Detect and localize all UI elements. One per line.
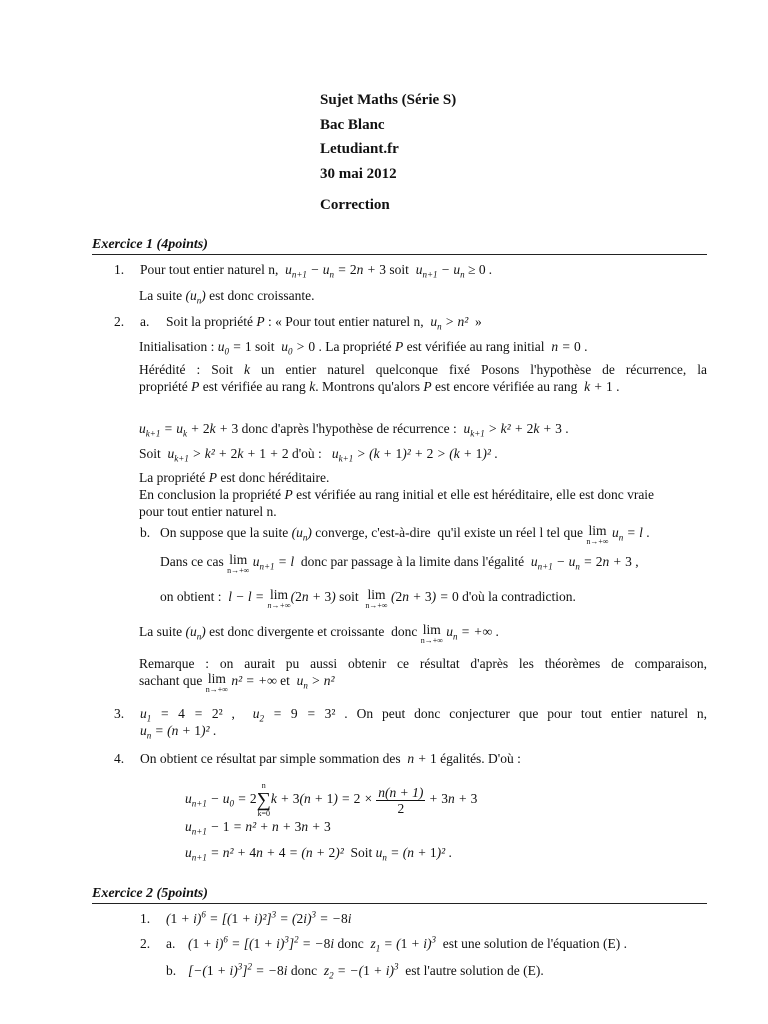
ex1-hered-conclusion: La propriété P est donc héréditaire. xyxy=(139,470,330,485)
exam-date: 30 mai 2012 xyxy=(320,165,397,182)
ex1-q1-equation-1: $u_{n+1} - u_n = 2n + 3$ xyxy=(285,262,387,280)
ex1-q4-line: 4. On obtient ce résultat par simple sommation des n + 1 égalités. D'où : xyxy=(114,751,521,766)
ex1-initialisation: Initialisation : $u_0 = 1$ soit $u_0 > 0$ . La propriété P est vérifiée au rang initial n = 0 . xyxy=(139,339,588,357)
ex1-heredite-1: Hérédité : Soit k un entier naturel quelconque fixé Posons l'hypothèse de récurrence, la xyxy=(139,362,708,377)
ex1-q2a-line: 2. a. Soit la propriété P : « Pour tout entier naturel n, $u_n > n^2$ » xyxy=(114,314,482,332)
item-number: 1. xyxy=(114,262,125,277)
ex1-recurrence-1: $u_{k+1} = u_k + 2k + 3$ donc d'après l'hypothèse de récurrence : $u_{k+1} > k^2 + 2k + 3$ . xyxy=(139,421,569,439)
ex1-q1-conclusion: La suite $(u_n)$ est donc croissante. xyxy=(139,288,315,306)
exercise-1-rule xyxy=(92,254,707,255)
ex1-q4-equation-2: $u_{n+1} - 1 = n^2 + n + 3n + 3$ xyxy=(185,819,331,837)
ex1-q3-line-1: 3. $u_1 = 4 = 2^2$ , $u_2 = 9 = 3^2$ . On peut donc conjecturer que pour tout entier naturel n, xyxy=(114,706,707,724)
correction-heading: Correction xyxy=(320,197,390,213)
ex2-q2b-line: b. $[-(1 + i)^3]^2 = -8i$ donc $z_2 = -(1 + i)^3$ est l'autre solution de (E). xyxy=(166,961,544,981)
ex2-q1-line: 1. $(1 + i)^6 = [(1 + i)^2]^3 = (2i)^3 = -8i$ xyxy=(140,909,352,926)
ex1-q3-line-2: $u_n = (n + 1)^2$ . xyxy=(140,723,217,741)
ex1-q2b-obtain: on obtient : l − l = lim n→+∞ (2n + 3) soit lim n→+∞ (2n + 3) = 0 d'où la contradiction. xyxy=(160,587,576,610)
ex1-conclusion-2: pour tout entier naturel n. xyxy=(139,504,277,519)
ex1-q4-equation-1: $u_{n+1} - u_0 = 2$ n ∑ k=0 k + 3(n + 1) = 2 × $\frac{n(n + 1)}{2}$ + 3n + 3 xyxy=(185,781,478,818)
ex1-conclusion-1: En conclusion la propriété P est vérifiée au rang initial et elle est héréditaire, elle est donc vraie xyxy=(139,487,655,502)
source-site: Letudiant.fr xyxy=(320,141,399,157)
subject-title: Sujet Maths (Série S) xyxy=(320,92,457,108)
ex2-q2a-line: 2. a. $(1 + i)^6 = [(1 + i)^3]^2 = -8i$ donc $z_1 = (1 + i)^3$ est une solution de l'équation (E) . xyxy=(140,934,627,954)
exercise-1-title: Exercice 1 (4points) xyxy=(92,237,208,252)
ex1-remark-1: Remarque : on aurait pu aussi obtenir ce résultat d'après les théorèmes de comparaison, xyxy=(139,656,707,671)
ex1-q2b-line: b. On suppose que la suite $(u_n)$ converge, c'est-à-dire qu'il existe un réel l tel que lim n→+∞ $u_n = l$ . xyxy=(140,523,650,546)
ex1-q1-soit: soit xyxy=(389,262,409,277)
ex1-q2b-divergent: La suite $(u_n)$ est donc divergente et croissante donc lim n→+∞ $u_n$ = +∞ . xyxy=(139,622,499,645)
ex1-q4-equation-3: $u_{n+1} = n^2 + 4n + 4 = (n + 2)^2$ Soit $u_n = (n + 1)^2$ . xyxy=(185,845,452,863)
exercise-2-rule xyxy=(92,903,707,904)
ex1-q1-equation-2: $u_{n+1} - u_n \ge 0$ . xyxy=(415,262,493,280)
ex1-q1-text: Pour tout entier naturel n, xyxy=(140,262,279,277)
exam-type: Bac Blanc xyxy=(320,116,385,133)
exercise-2-title: Exercice 2 (5points) xyxy=(92,886,208,901)
item-number: 2. xyxy=(114,314,125,329)
ex1-remark-2: sachant que lim n→+∞ n² = +∞ et $u_n > n^2$ xyxy=(139,671,335,694)
ex1-q1-line xyxy=(114,261,492,278)
ex1-recurrence-2: Soit $u_{k+1} > k^2 + 2k + 1 + 2$ d'où : $u_{k+1} > (k + 1)^2 + 2 > (k + 1)^2$ . xyxy=(139,446,498,464)
ex1-q2b-case: Dans ce cas lim n→+∞ $u_{n+1} = l$ donc par passage à la limite dans l'égalité $u_{n+1} - u_n = 2n + 3$ , xyxy=(160,552,639,575)
ex1-heredite-2: propriété P est vérifiée au rang k. Montrons qu'alors P est encore vérifiée au rang k + 1 . xyxy=(139,379,620,394)
document-header xyxy=(320,88,456,186)
